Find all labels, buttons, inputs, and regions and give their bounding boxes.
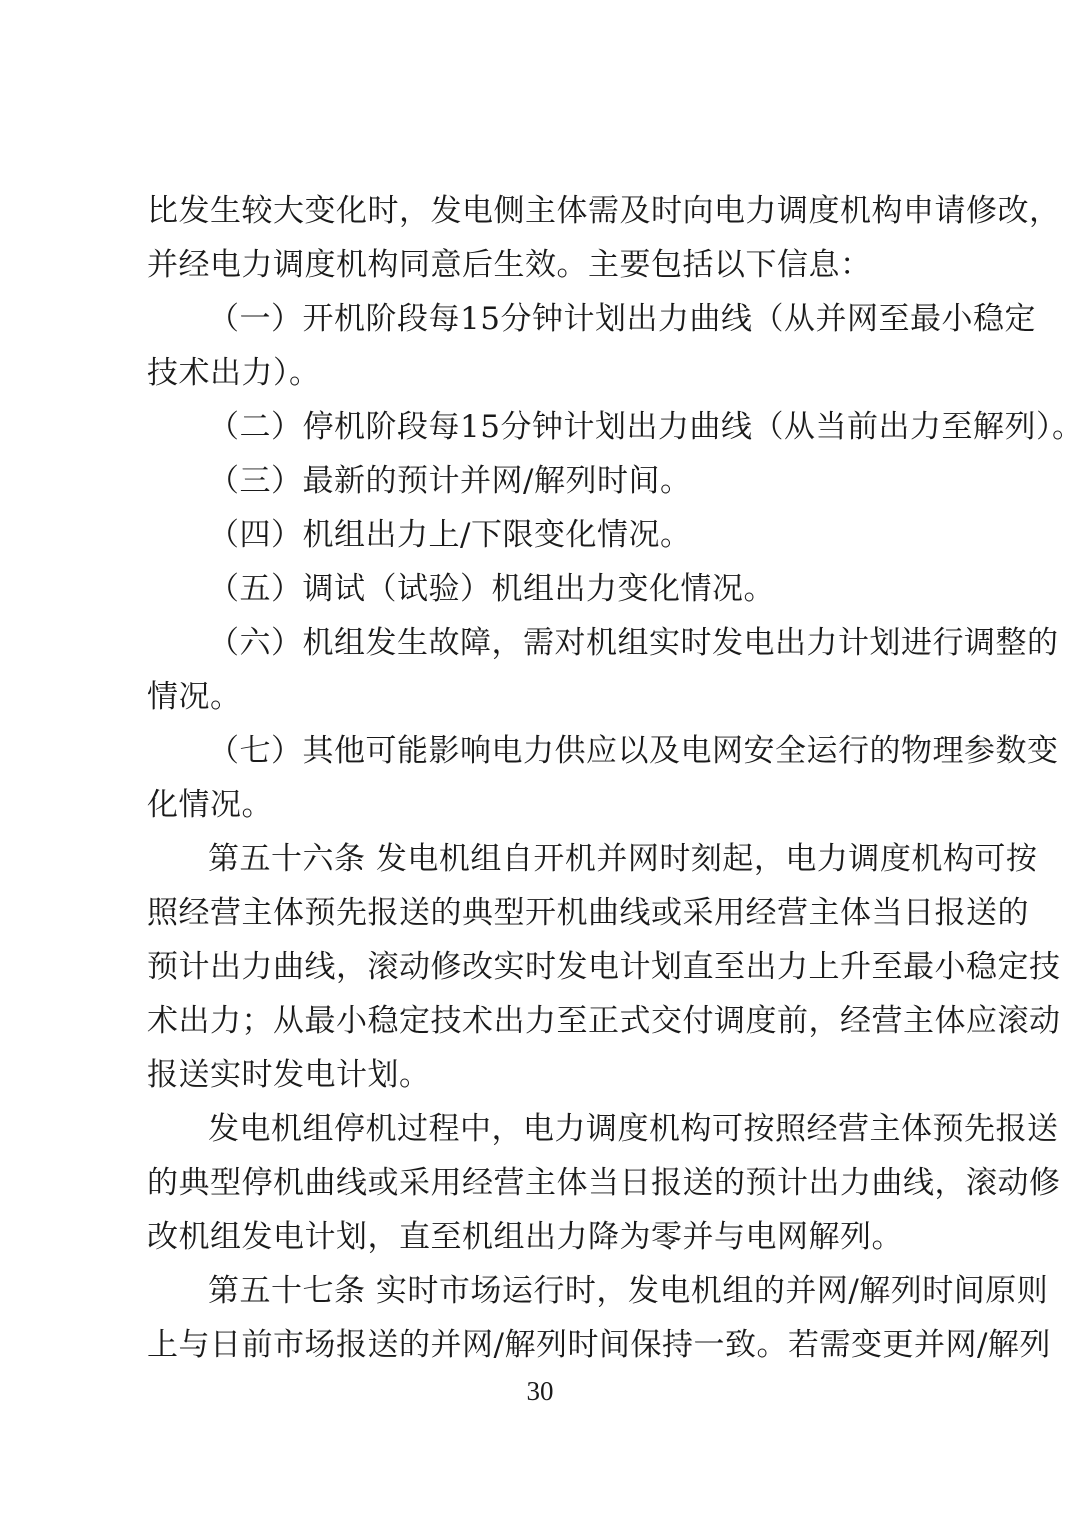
list-item-6: （六）机组发生故障，需对机组实时发电出力计划进行调整的 — [208, 625, 1059, 661]
list-item-5: （五）调试（试验）机组出力变化情况。 — [208, 571, 775, 607]
list-item-3: （三）最新的预计并网/解列时间。 — [208, 463, 692, 499]
text-line: 化情况。 — [147, 787, 273, 823]
text-line: 术出力；从最小稳定技术出力至正式交付调度前，经营主体应滚动 — [147, 1003, 1061, 1039]
list-item-4: （四）机组出力上/下限变化情况。 — [208, 517, 692, 553]
list-item-2: （二）停机阶段每15分钟计划出力曲线（从当前出力至解列）。 — [208, 409, 1083, 445]
text-line: 情况。 — [147, 679, 242, 715]
text-line: 技术出力）。 — [147, 355, 321, 391]
text-line: 并经电力调度机构同意后生效。主要包括以下信息： — [147, 247, 872, 283]
list-item-1: （一）开机阶段每15分钟计划出力曲线（从并网至最小稳定 — [208, 301, 1036, 337]
text-line: 上与日前市场报送的并网/解列时间保持一致。若需变更并网/解列 — [147, 1327, 1051, 1363]
paragraph-start: 发电机组停机过程中，电力调度机构可按照经营主体预先报送 — [208, 1111, 1059, 1147]
article-57-line: 第五十七条 实时市场运行时，发电机组的并网/解列时间原则 — [208, 1273, 1049, 1309]
page-number: 30 — [526, 1376, 554, 1406]
list-item-7: （七）其他可能影响电力供应以及电网安全运行的物理参数变 — [208, 733, 1059, 769]
text-line: 比发生较大变化时，发电侧主体需及时向电力调度机构申请修改， — [147, 193, 1061, 229]
text-line: 预计出力曲线，滚动修改实时发电计划直至出力上升至最小稳定技 — [147, 949, 1061, 985]
text-line: 照经营主体预先报送的典型开机曲线或采用经营主体当日报送的 — [147, 895, 1029, 931]
text-line: 报送实时发电计划。 — [147, 1057, 431, 1093]
text-line: 改机组发电计划，直至机组出力降为零并与电网解列。 — [147, 1219, 903, 1255]
article-56-line: 第五十六条 发电机组自开机并网时刻起，电力调度机构可按 — [208, 841, 1038, 877]
text-line: 的典型停机曲线或采用经营主体当日报送的预计出力曲线，滚动修 — [147, 1165, 1061, 1201]
